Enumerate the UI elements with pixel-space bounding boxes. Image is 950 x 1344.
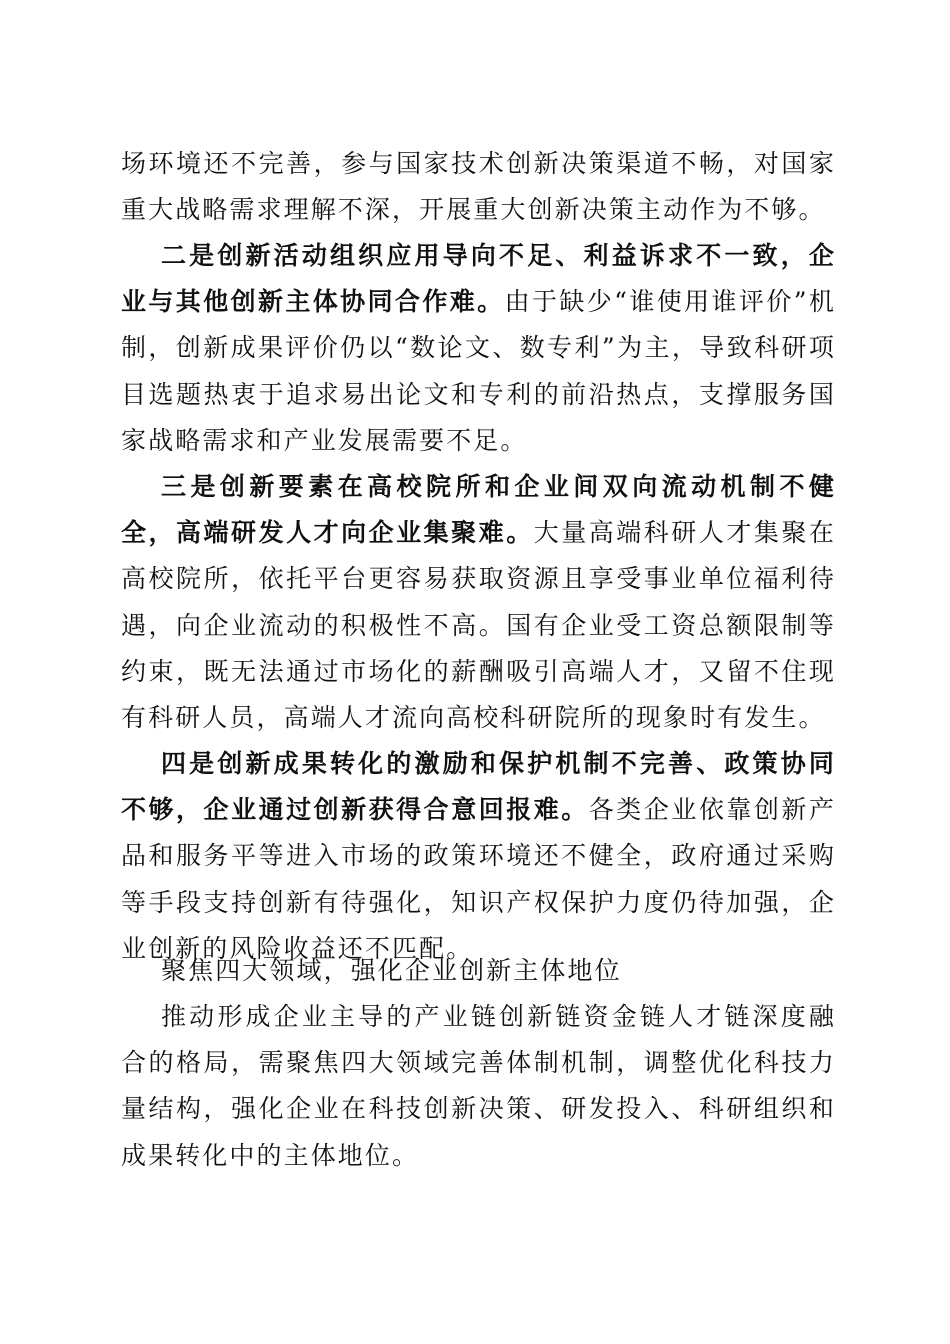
- paragraph-continuation: [121, 141, 836, 233]
- paragraph-lead: 四是创新成果转化的激励和保护机制不完善、政策协同不够，企业通过创新获得合意回报难。: [121, 749, 836, 825]
- paragraph-point-four: [121, 741, 836, 972]
- paragraph-lead: 三是创新要素在高校院所和企业间双向流动机制不健全，高端研发人才向企业集聚难。: [121, 472, 836, 548]
- closing-paragraph: [121, 994, 836, 1179]
- paragraph-lead: 二是创新活动组织应用导向不足、利益诉求不一致，企业与其他创新主体协同合作难。: [121, 241, 836, 317]
- section-heading: 聚焦四大领域，强化企业创新主体地位: [161, 956, 622, 985]
- paragraph-body: 大量高端科研人才集聚在高校院所，依托平台更容易获取资源且享受事业单位福利待遇，向企业流动的积极性不高。国有企业受工资总额限制等约束，既无法通过市场化的薪酬吸引高端人才，又留不住现有科研人员，高端人才流向高校科研院所的现象时有发生。: [121, 518, 836, 733]
- paragraph-point-two: [121, 233, 836, 464]
- paragraph-point-three: [121, 464, 836, 741]
- paragraph-body: 推动形成企业主导的产业链创新链资金链人才链深度融合的格局，需聚焦四大领域完善体制机制，调整优化科技力量结构，强化企业在科技创新决策、研发投入、科研组织和成果转化中的主体地位。: [121, 1002, 836, 1170]
- paragraph-body: 由于缺少“谁使用谁评价”机制，创新成果评价仍以“数论文、数专利”为主，导致科研项目选题热衷于追求易出论文和专利的前沿热点，支撑服务国家战略需求和产业发展需要不足。: [121, 287, 836, 455]
- paragraph-body: 各类企业依靠创新产品和服务平等进入市场的政策环境还不健全，政府通过采购等手段支持创新有待强化，知识产权保护力度仍待加强，企业创新的风险收益还不匹配。: [121, 795, 837, 963]
- paragraph-body: 场环境还不完善，参与国家技术创新决策渠道不畅，对国家重大战略需求理解不深，开展重大创新决策主动作为不够。: [121, 149, 836, 225]
